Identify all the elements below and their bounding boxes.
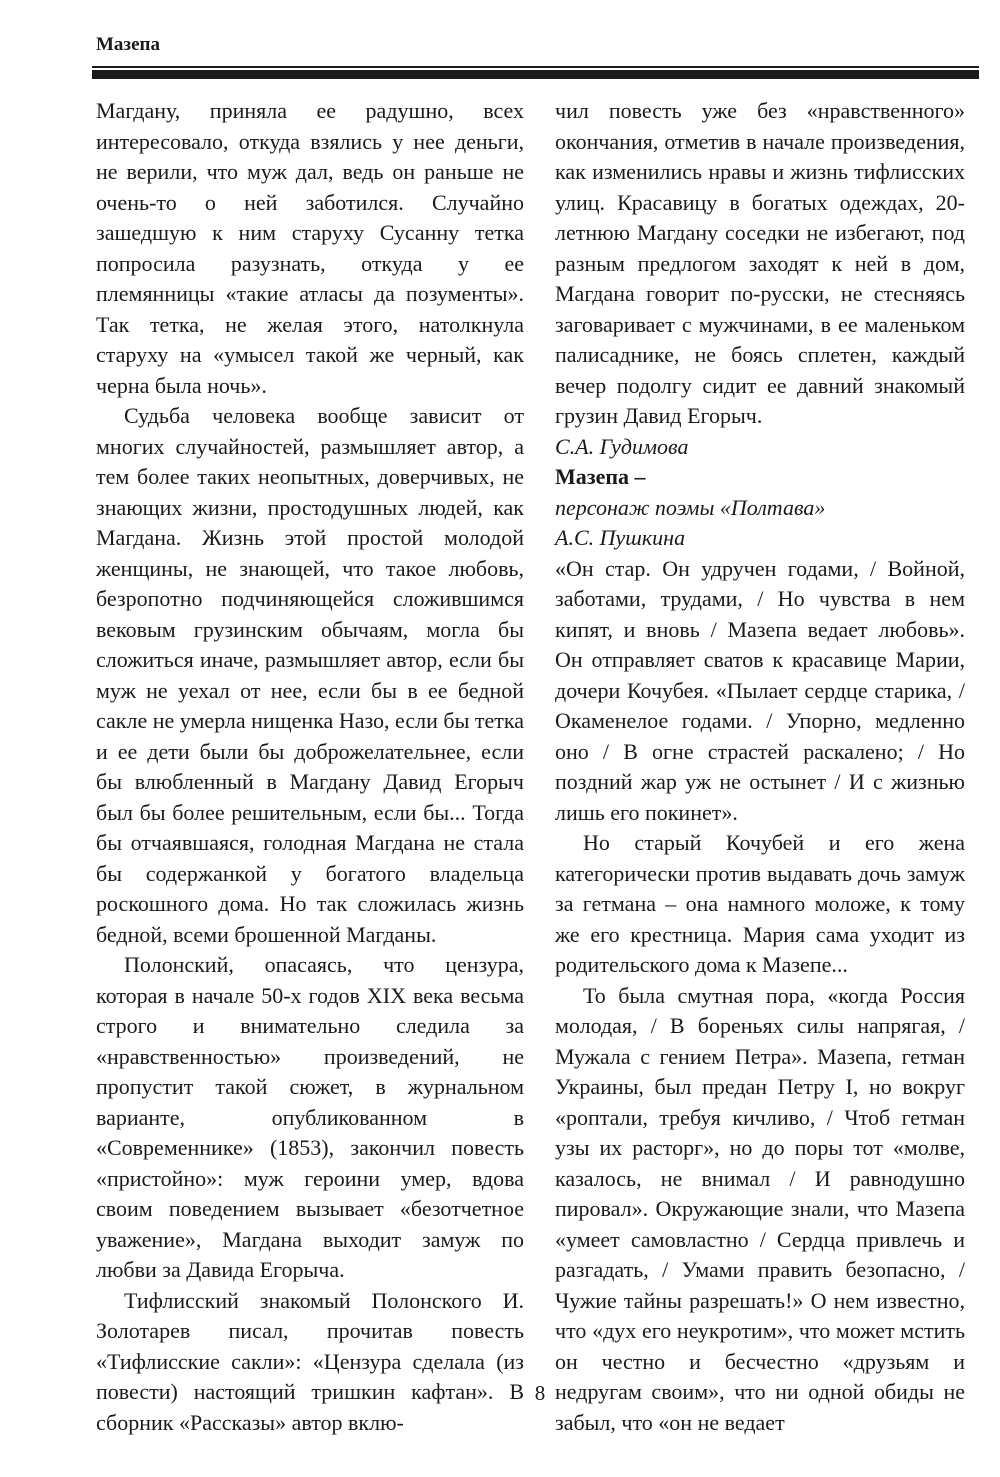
entry-paragraph-2: Но старый Кочубей и его жена категорически против выдавать дочь замуж за гетмана – она намного моложе, к тому же его крестница. Мария сама уходит из родительского дома к Мазепе...	[555, 830, 965, 977]
entry-headword: Мазепа –	[555, 464, 646, 489]
right-column	[555, 96, 965, 1438]
entry-paragraph-3: То была смутная пора, «когда Россия молодая, / В бореньях силы напрягая, / Мужала с гением Петра». Мазепа, гетман Украины, был предан Петру I, но вокруг «роптали, требуя кичливо, / Чтоб гетман узы их расторг», но до поры тот «молве, казалось, не внимал / И равнодушно пировал». Окружающие знали, что Мазепа «умеет самовластно / Сердца привлечь и разгадать, / Умами править безопасно, / Чужие тайны разрешать!» О нем известно, что «дух его неукротим», что может мстить он честно и бесчестно «друзьям и недругам своим», что ни одной обиды не забыл, что «он не ведает	[555, 982, 965, 1435]
page-number: 8	[534, 1381, 546, 1405]
left-paragraph-2: Судьба человека вообще зависит от многих случайностей, размышляет автор, а тем более таких неопытных, доверчивых, не знающих жизни, простодушных людей, как Магдана. Жизнь этой простой молодой женщины, не знающей, что такое любовь, безропотно подчиняющейся сложившимся вековым грузинским обычаям, могла бы сложиться иначе, размышляет автор, если бы муж не уехал от нее, если бы в ее бедной сакле не умерла нищенка Назо, если бы тетка и ее дети были бы доброжелательнее, если бы влюбленный в Магдану Давид Егорыч был бы более решительным, если бы... Тогда бы отчаявшаяся, голодная Магдана не стала бы содержанкой у богатого владельца роскошного дома. Но так сложилась жизнь бедной, всеми брошенной Магданы.	[96, 403, 524, 947]
article-signature: С.А. Гудимова	[555, 433, 689, 459]
right-continuation-paragraph: чил повесть уже без «нравственного» окончания, отметив в начале произведения, как изменились нравы и жизнь тифлисских улиц. Красавицу в богатых одеждах, 20-летнюю Магдану соседки не избегают, под разным предлогом заходят к ней в дом, Магдана говорит по-русски, не стесняясь заговаривает с мужчинами, в ее маленьком палисаднике, не боясь сплетен, каждый вечер подолгу сидит ее давний знакомый грузин Давид Егорыч.	[555, 98, 965, 428]
running-title: Мазепа	[96, 34, 160, 55]
left-column	[96, 96, 524, 1438]
header-rule-thin	[92, 66, 979, 68]
left-paragraph-4: Тифлисский знакомый Полонского И. Золотарев писал, прочитав повесть «Тифлисские сакли»: «Цензура сделала (из повести) настоящий тришкин кафтан». В сборник «Рассказы» автор вклю-	[96, 1287, 524, 1435]
entry-subtitle-author: А.С. Пушкина	[555, 525, 686, 550]
left-paragraph-1: Магдану, приняла ее радушно, всех интересовало, откуда взялись у нее деньги, не верили, что муж дал, ведь он раньше не очень-то о ней заботился. Случайно зашедшую к ним старуху Сусанну тетка попросила разузнать, откуда у ее племянницы «такие атласы да позументы». Так тетка, не желая этого, натолкнула старуху на «умысел такой же черный, как черна была ночь».	[96, 98, 524, 398]
header-rule-thick	[92, 70, 979, 79]
left-paragraph-3: Полонский, опасаясь, что цензура, которая в начале 50-х годов XIX века весьма строго и внимательно следила за «нравственностью» произведений, не пропустит такой сюжет, в журнальном варианте, опубликованном в «Современнике» (1853), закончил повесть «пристойно»: муж героини умер, вдова своим поведением вызывает «безотчетное уважение», Магдана выходит замуж по любви за Давида Егорыча.	[96, 952, 524, 1282]
entry-subtitle: персонаж поэмы «Полтава»	[555, 494, 826, 520]
entry-paragraph-1: «Он стар. Он удручен годами, / Войной, заботами, трудами, / Но чувства в нем кипят, и вновь / Мазепа ведает любовь». Он отправляет сватов к красавице Марии, дочери Кочубея. «Пылает сердце старика, / Окаменелое годами. / Упорно, медленно оно / В огне страстей раскалено; / Но поздний жар уж не остынет / И с жизнью лишь его покинет».	[555, 555, 965, 825]
